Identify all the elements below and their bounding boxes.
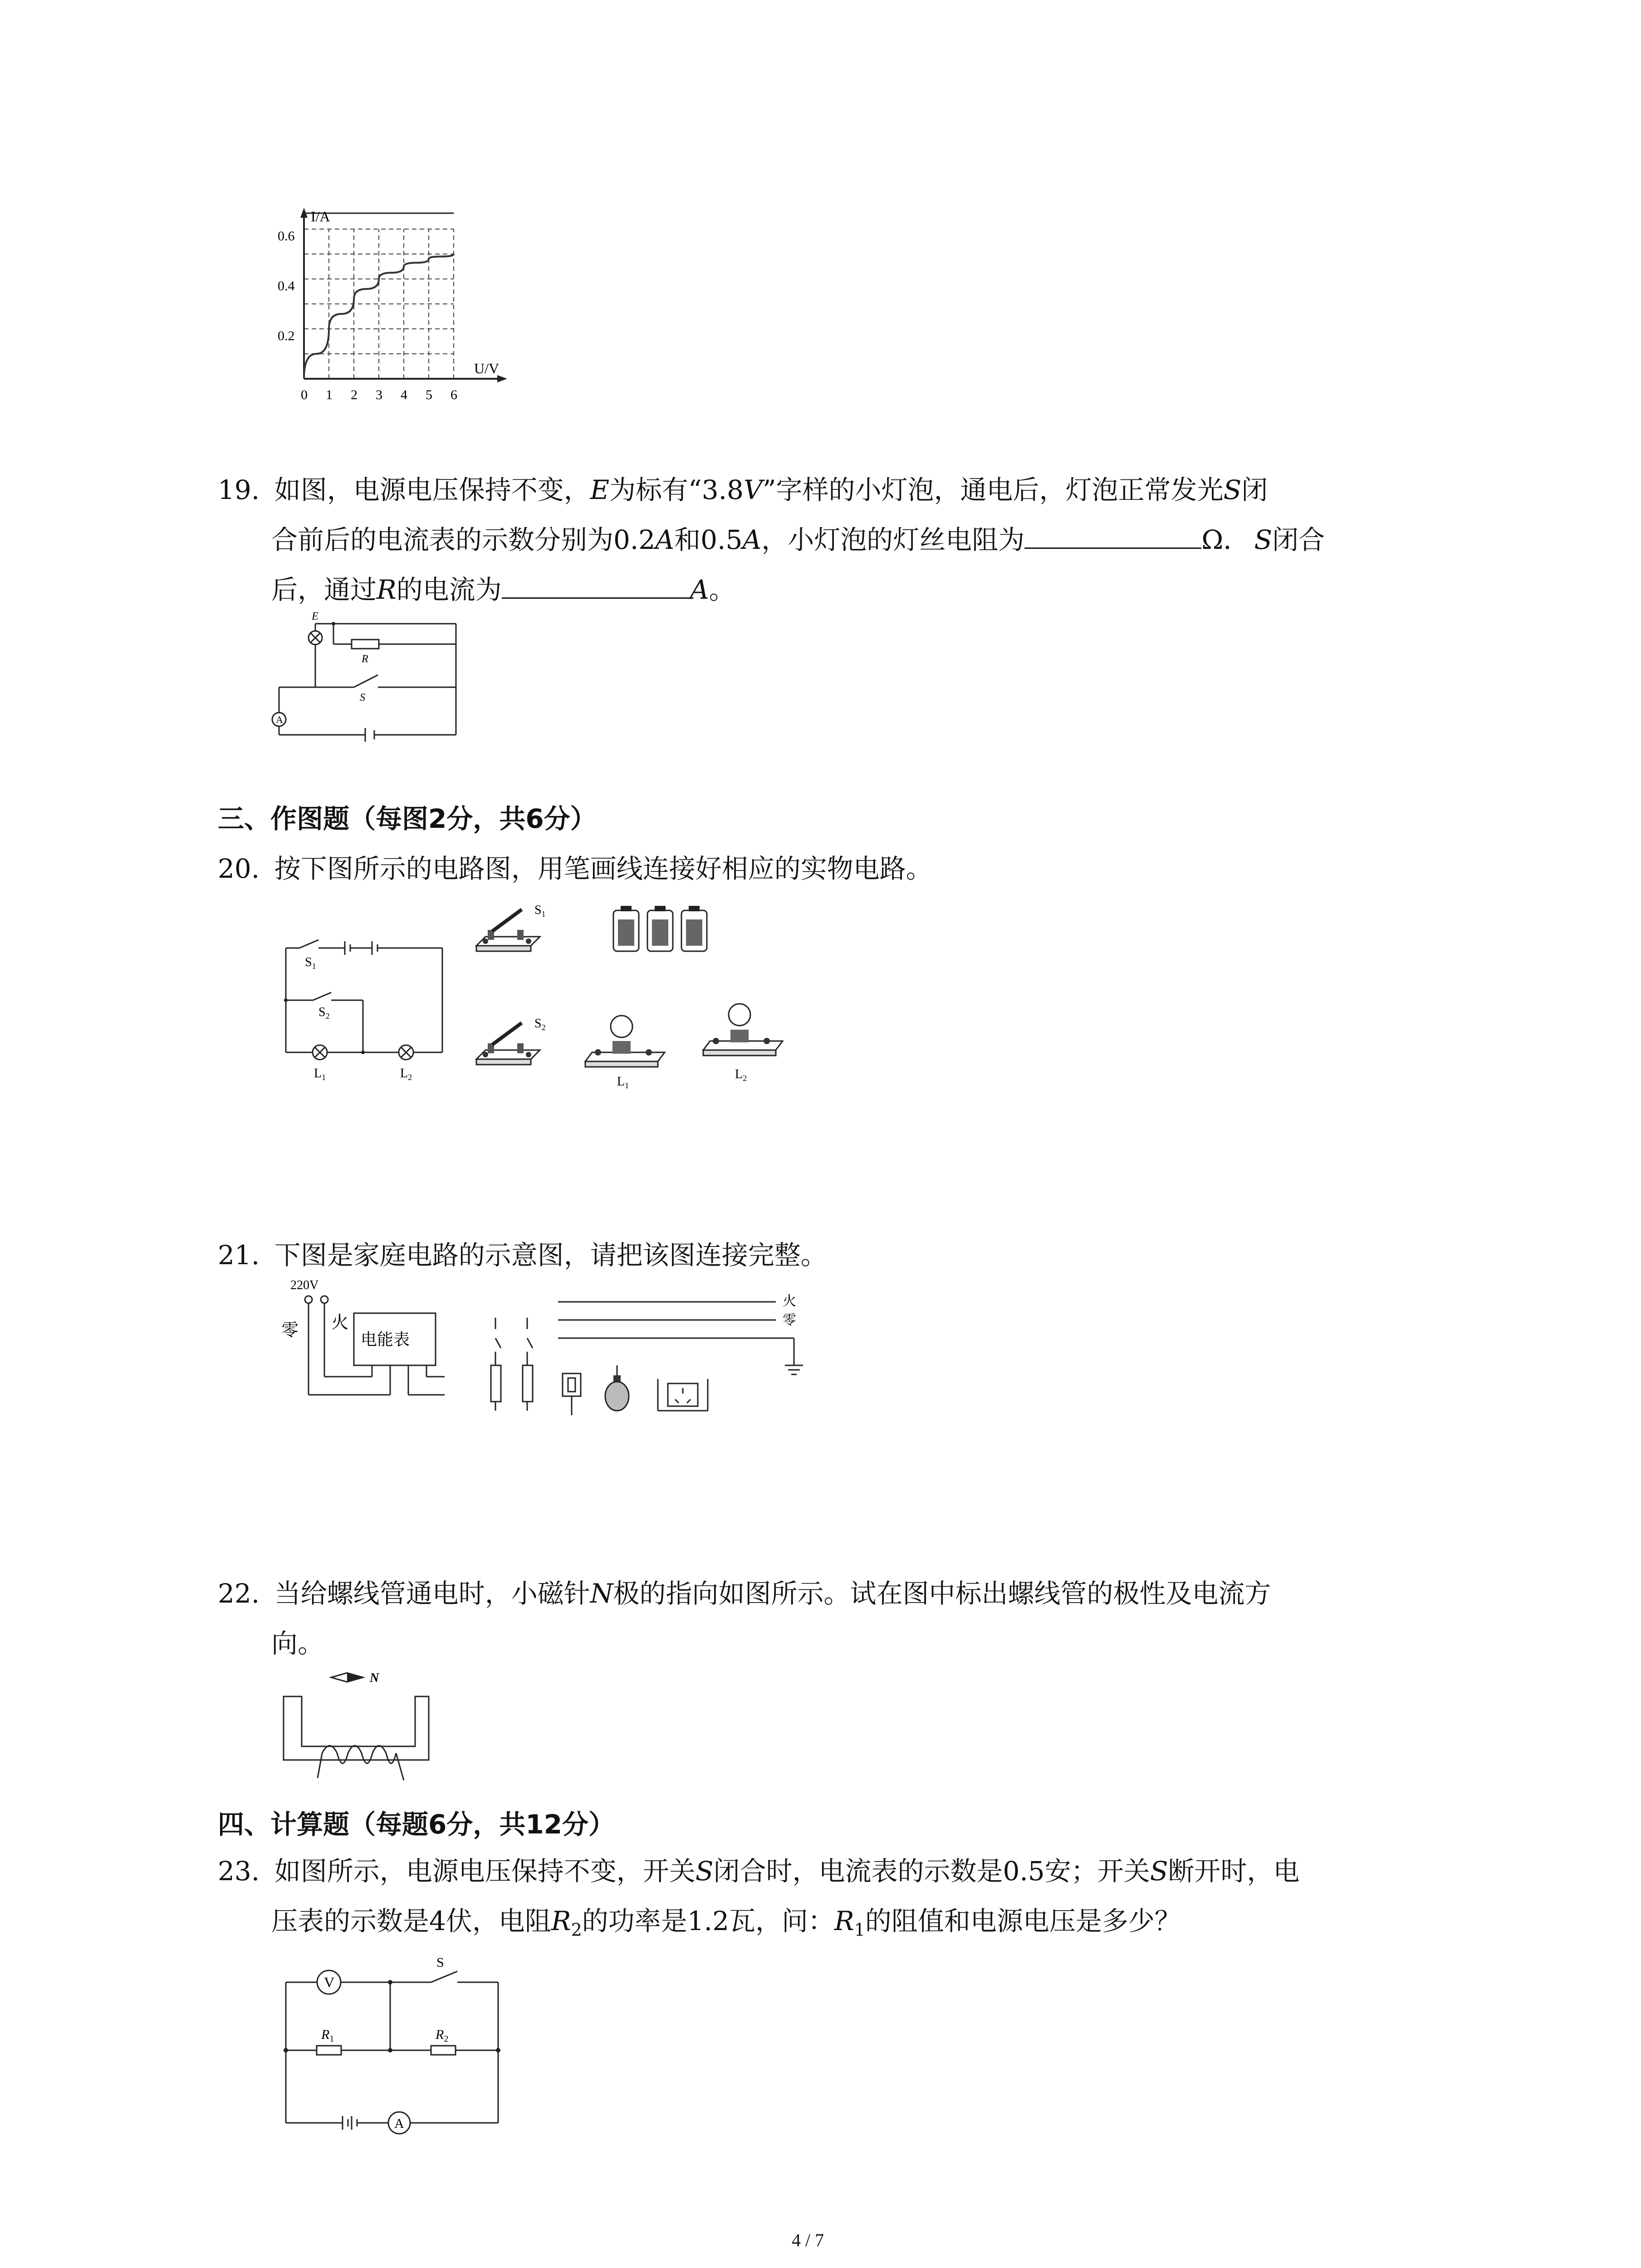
component-label-s2: $S_2$ [534, 1017, 546, 1032]
q23-label-v: V [324, 1974, 335, 1990]
q19-text-2a: 合前后的电流表的示数分别为0.2 [271, 524, 656, 555]
q19-text-1b: 为标有“3.8 [609, 474, 744, 505]
q19-unit-a1: A [655, 524, 675, 555]
q19-unit-v: V [743, 474, 763, 505]
y-axis-label: I/A [311, 208, 330, 225]
q23-label-a: A [394, 2116, 404, 2131]
q23-line-1 [218, 1846, 1465, 1896]
q22-u-core [284, 1696, 429, 1760]
q19-var-e: E [590, 474, 610, 505]
q21-number: 21. [218, 1240, 260, 1271]
q22-number: 22. [218, 1578, 260, 1609]
q19-answer-blank-2[interactable] [502, 570, 690, 599]
x-tick-3: 3 [376, 387, 382, 402]
q19-line-3 [218, 565, 1465, 615]
q19-label-a: A [276, 714, 283, 725]
q19-label-e: E [312, 611, 318, 622]
q19-var-s: S [1223, 474, 1242, 505]
q19-resistor [352, 640, 379, 649]
q21-label-220v: 220V [290, 1278, 319, 1292]
q19-text-3a: 后，通过 [271, 574, 377, 605]
iu-graph [254, 200, 517, 417]
q23-resistor-r2 [431, 2046, 456, 2055]
y-tick-02: 0.2 [278, 328, 295, 343]
battery-1-icon [613, 906, 639, 951]
q23-label-r1: $R_1$ [321, 2027, 334, 2044]
q23-text-2c: 的阻值和电源电压是多少？ [865, 1906, 1181, 1936]
q21-fuse-2-icon [523, 1318, 533, 1411]
q19-line-2 [218, 515, 1465, 565]
q21-socket-icon [658, 1379, 708, 1411]
q23-text-2b: 的功率是1.2瓦，问： [582, 1906, 835, 1936]
q22-text-2: 向。 [271, 1628, 324, 1659]
q21-text: 下图是家庭电路的示意图，请把该图连接完整。 [274, 1240, 827, 1271]
q20-lamp-l1-icon [313, 1045, 327, 1060]
q19-text-2c: ，小灯泡的灯丝电阻为 [761, 524, 1025, 555]
q19-label-r: R [362, 653, 368, 665]
q23-var-s: S [695, 1856, 714, 1887]
q20-label-s2: $S_2$ [318, 1005, 330, 1021]
q23-text-2a: 压表的示数是4伏，电阻 [271, 1906, 551, 1936]
question-23 [218, 1846, 1465, 1946]
x-axis-label: U/V [474, 360, 500, 376]
q22-text-1b: 极的指向如图所示。试在图中标出螺线管的极性及电流方 [613, 1578, 1271, 1609]
lamp-holder-l2-icon [703, 1004, 783, 1056]
y-tick-04: 0.4 [278, 279, 295, 293]
q23-circuit-diagram [277, 1950, 513, 2141]
q21-wire-zero-label: 零 [783, 1313, 796, 1328]
switch-s2-icon [476, 1023, 540, 1065]
q23-var-r2: R [551, 1906, 571, 1936]
x-tick-2: 2 [351, 387, 358, 402]
q19-var-s2: S [1254, 524, 1273, 555]
x-tick-4: 4 [401, 387, 407, 402]
q19-text-3c: 。 [709, 574, 735, 605]
graph-grid [304, 229, 454, 379]
component-label-l1: $L_1$ [617, 1075, 629, 1090]
q23-sub-2: 2 [571, 1920, 582, 1940]
q21-label-zero: 零 [281, 1321, 299, 1340]
page-number: 4 / 7 [792, 2230, 824, 2250]
q23-label-r2: $R_2$ [436, 2027, 449, 2044]
x-tick-1: 1 [326, 387, 333, 402]
q19-var-r: R [377, 574, 397, 605]
q21-wire-fire-label: 火 [783, 1294, 796, 1309]
y-tick-06: 0.6 [278, 229, 295, 244]
q19-text-1a: 如图，电源电压保持不变， [274, 474, 590, 505]
q20-physical-components [467, 900, 812, 1105]
q21-wall-switch-icon [563, 1374, 581, 1415]
q19-number: 19. [218, 474, 260, 505]
component-label-s1: $S_1$ [534, 903, 546, 919]
question-20 [218, 844, 932, 894]
q19-text-2d: Ω． [1201, 524, 1250, 555]
q20-label-l2: $L_2$ [400, 1066, 412, 1082]
x-tick-6: 6 [451, 387, 457, 402]
switch-s1-icon [476, 909, 540, 951]
q19-lamp-icon [309, 631, 322, 645]
q20-label-s1: $S_1$ [305, 955, 316, 971]
section-4-title: 四、计算题（每题6分，共12分） [218, 1809, 615, 1840]
component-label-l2: $L_2$ [735, 1067, 747, 1083]
q23-text-1c: 断开时，电 [1168, 1856, 1300, 1887]
q22-label-n: N [370, 1671, 379, 1685]
q22-line-1 [218, 1569, 1465, 1618]
x-tick-0: 0 [301, 387, 308, 402]
q23-label-s: S [436, 1955, 444, 1970]
q19-text-3b: 的电流为 [396, 574, 502, 605]
question-19 [218, 465, 1465, 615]
q23-text-1b: 闭合时，电流表的示数是0.5安；开关 [713, 1856, 1150, 1887]
q19-answer-blank-1[interactable] [1024, 520, 1201, 549]
q23-number: 23. [218, 1856, 260, 1887]
q23-line-2 [218, 1896, 1465, 1946]
q22-text-1a: 当给螺线管通电时，小磁针 [274, 1578, 590, 1609]
q19-text-2e: 闭合 [1272, 524, 1325, 555]
q20-label-l1: $L_1$ [314, 1066, 326, 1082]
question-22 [218, 1569, 1465, 1668]
q23-var-r1: R [834, 1906, 854, 1936]
q21-light-bulb-icon [605, 1365, 629, 1411]
q21-meter-label: 电能表 [361, 1330, 410, 1349]
q22-solenoid-diagram [279, 1660, 442, 1787]
q19-unit-a2: A [742, 524, 762, 555]
q21-label-fire: 火 [331, 1313, 349, 1332]
q19-line-1 [218, 465, 1465, 515]
q23-var-s2: S [1150, 1856, 1168, 1887]
q23-text-1a: 如图所示，电源电压保持不变，开关 [274, 1856, 696, 1887]
q19-text-1d: 闭 [1241, 474, 1268, 505]
q20-schematic [277, 930, 449, 1084]
q20-number: 20. [218, 853, 260, 884]
battery-2-icon [647, 906, 673, 951]
q22-var-n: N [590, 1578, 613, 1609]
q21-household-circuit [272, 1275, 830, 1438]
lamp-holder-l1-icon [585, 1016, 665, 1067]
question-21 [218, 1230, 827, 1280]
q19-text-1c: ”字样的小灯泡，通电后，灯泡正常发光 [762, 474, 1224, 505]
section-3-title: 三、作图题（每图2分，共6分） [218, 803, 597, 834]
q21-fuse-1-icon [491, 1318, 501, 1411]
q23-sub-1: 1 [854, 1920, 865, 1940]
q20-text: 按下图所示的电路图，用笔画线连接好相应的实物电路。 [274, 853, 932, 884]
battery-3-icon [681, 906, 707, 951]
q19-text-2b: 和0.5 [674, 524, 743, 555]
q23-resistor-r1 [317, 2046, 341, 2055]
x-tick-5: 5 [426, 387, 432, 402]
q20-lamp-l2-icon [399, 1045, 413, 1060]
q19-unit-a3: A [690, 574, 709, 605]
q22-compass-needle-icon [331, 1673, 363, 1682]
q19-circuit-diagram [270, 608, 465, 744]
q19-label-s: S [360, 692, 365, 704]
